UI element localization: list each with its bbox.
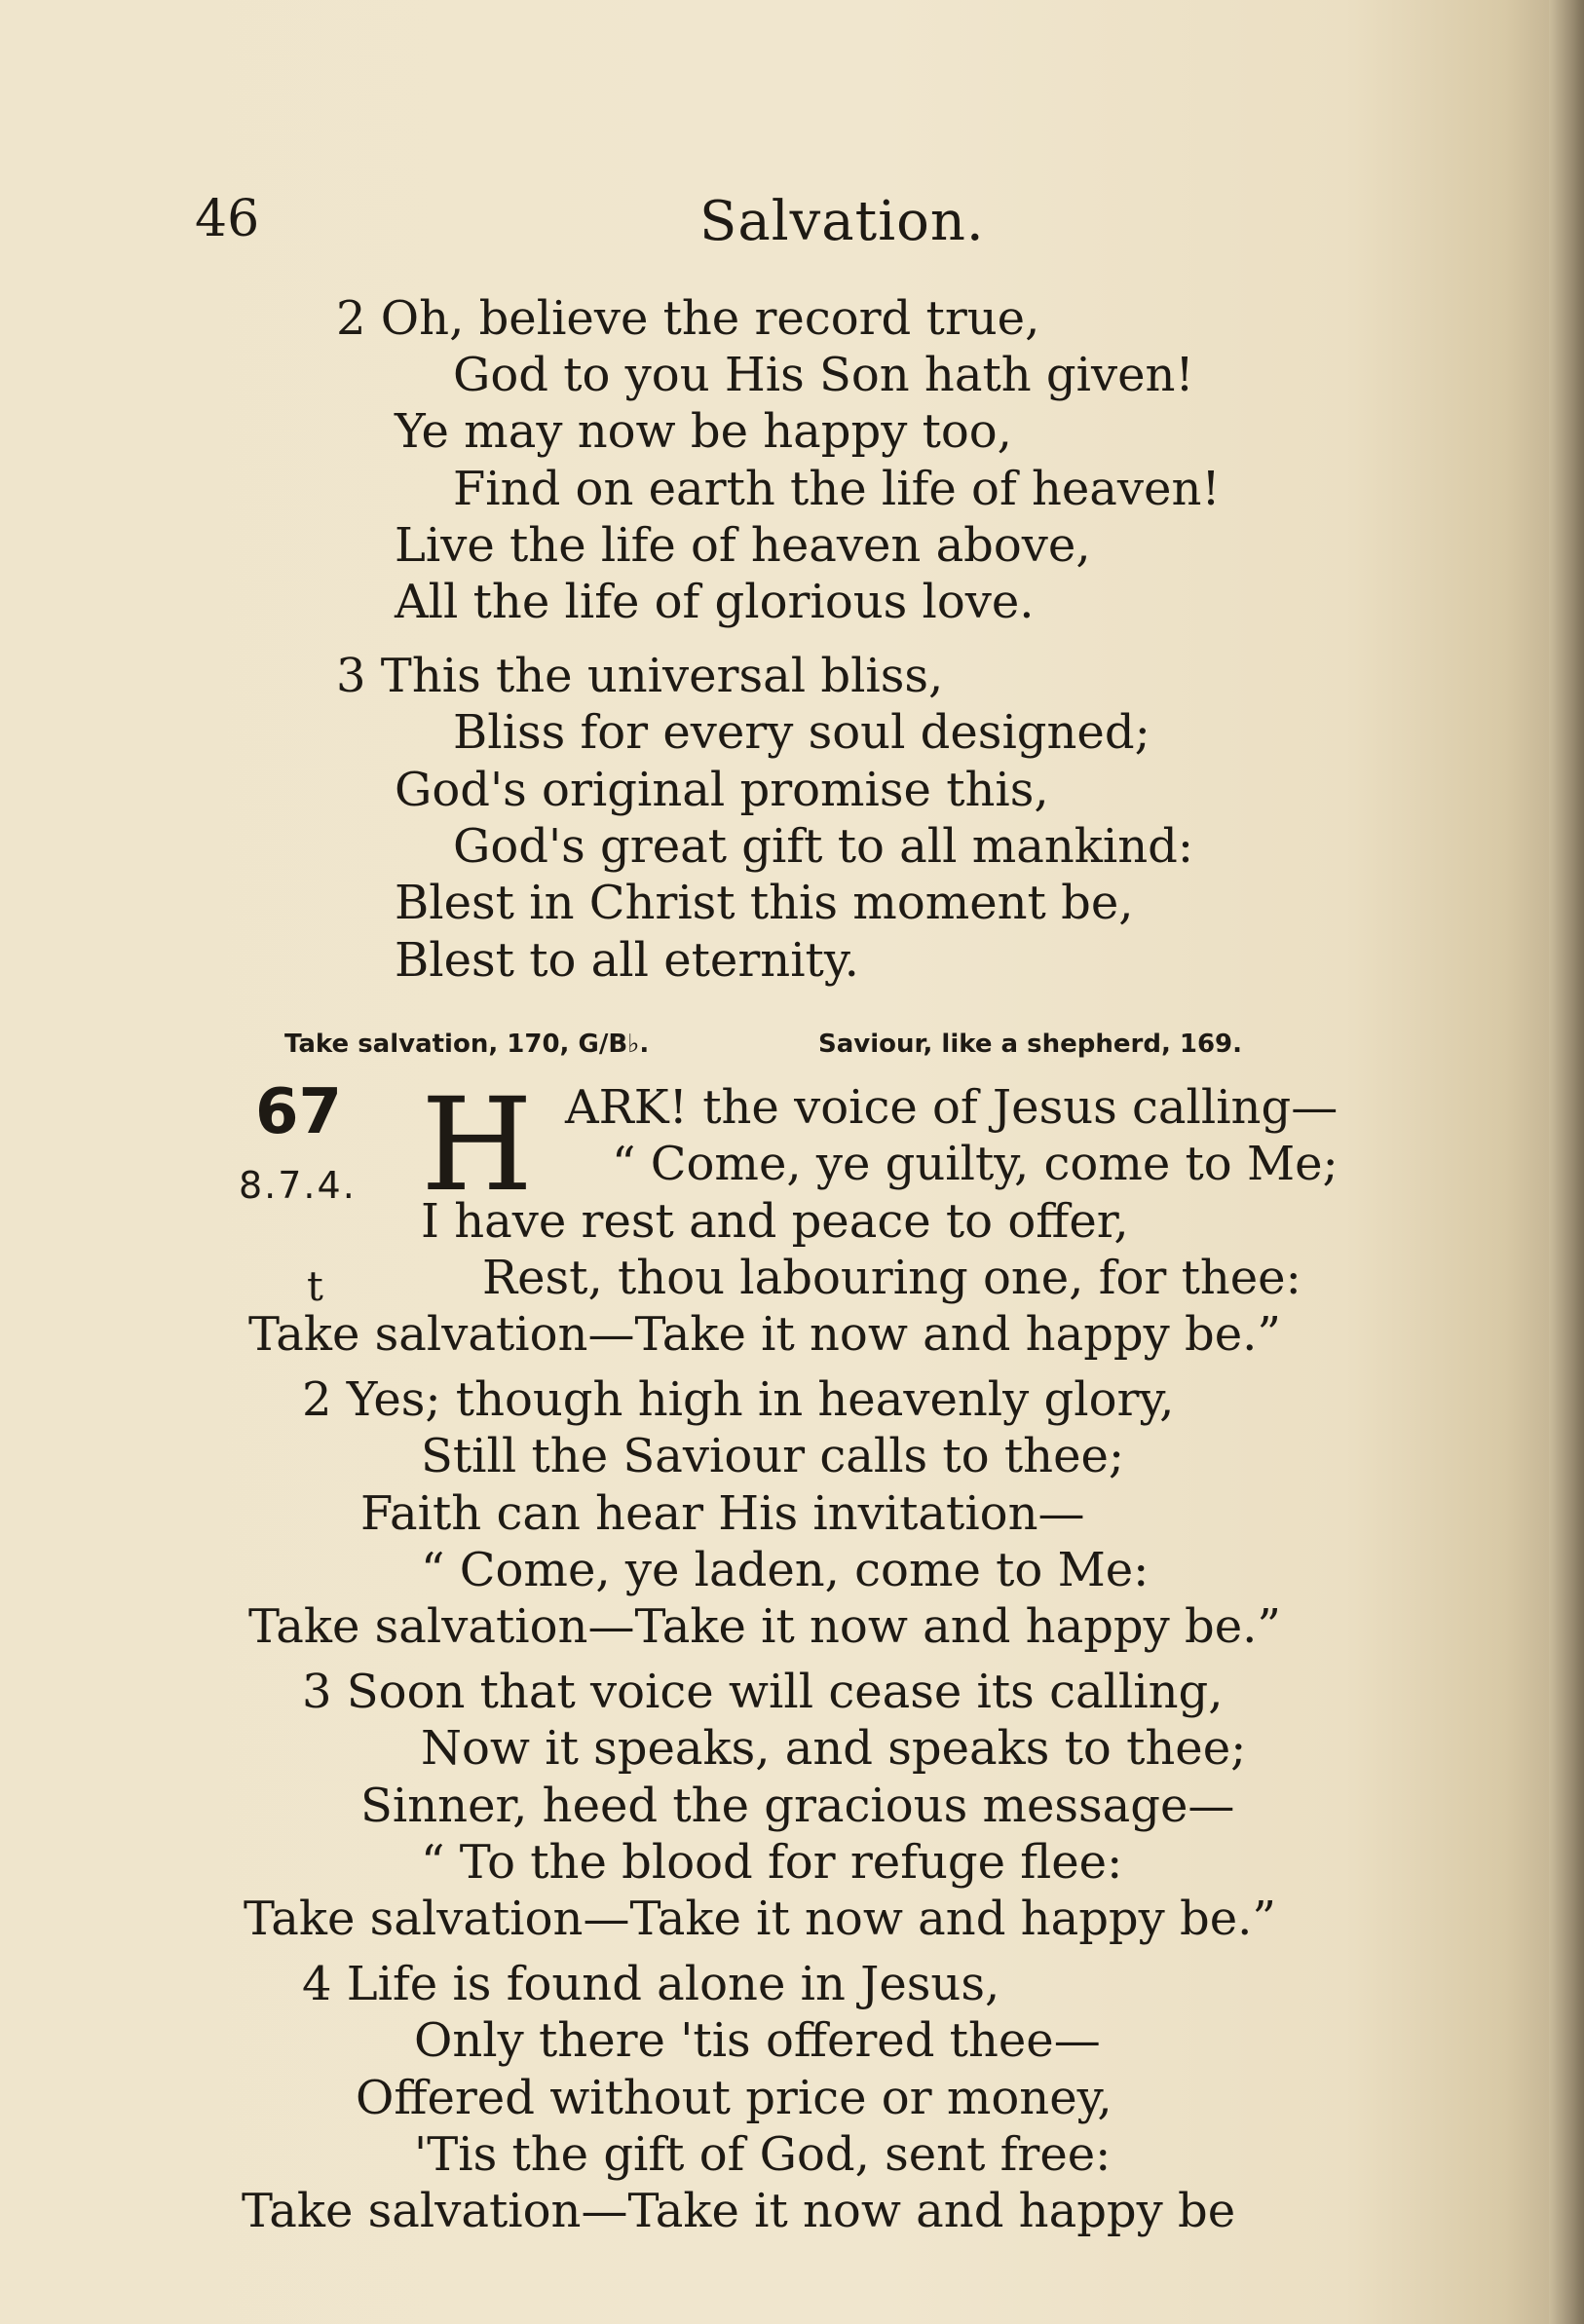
verse-line: “ Come, ye guilty, come to Me; <box>612 1137 1339 1191</box>
verse-line: 2 Yes; though high in heavenly glory, <box>302 1372 1175 1427</box>
verse-line: Offered without price or money, <box>356 2071 1113 2125</box>
verse-line: Ye may now be happy too, <box>395 404 1012 459</box>
verse-line: Blest in Christ this moment be, <box>395 876 1134 930</box>
verse-line: ARK! the voice of Jesus calling— <box>565 1080 1339 1135</box>
verse-line: Find on earth the life of heaven! <box>453 462 1221 516</box>
drop-cap: H <box>421 1070 534 1220</box>
verse-line: Faith can hear His invitation— <box>360 1486 1085 1541</box>
verse-line: Live the life of heaven above, <box>395 518 1091 573</box>
verse-line: Bliss for every soul designed; <box>453 705 1150 760</box>
verse-line: 2 Oh, believe the record true, <box>336 291 1040 346</box>
verse-line: 3 This the universal bliss, <box>336 649 944 703</box>
verse-line: God's original promise this, <box>395 763 1049 817</box>
verse-line: Now it speaks, and speaks to thee; <box>421 1721 1247 1776</box>
page-header <box>0 190 1584 258</box>
verse-line: God to you His Son hath given! <box>453 348 1194 402</box>
hymn-number: 67 <box>255 1076 343 1148</box>
verse-line: 3 Soon that voice will cease its calling, <box>302 1665 1224 1719</box>
hymn-meter: 8.7.4. <box>239 1164 357 1207</box>
verse-line: Take salvation—Take it now and happy be.” <box>248 1307 1281 1362</box>
verse-line: Take salvation—Take it now and happy be.” <box>244 1892 1276 1946</box>
verse-line: Rest, thou labouring one, for thee: <box>482 1251 1301 1305</box>
verse-line: 4 Life is found alone in Jesus, <box>302 1957 1000 2011</box>
verse-line: God's great gift to all mankind: <box>453 819 1194 874</box>
verse-line: “ Come, ye laden, come to Me: <box>421 1543 1150 1597</box>
verse-line: Still the Saviour calls to thee; <box>421 1429 1125 1483</box>
verse-line: Blest to all eternity. <box>395 933 859 988</box>
tune-reference: Take salvation, 170, G/B♭. <box>284 1030 650 1059</box>
verse-line: Take salvation—Take it now and happy be <box>242 2184 1236 2238</box>
page-edge <box>1549 0 1584 2324</box>
running-title: Salvation. <box>699 190 985 253</box>
verse-line: Sinner, heed the gracious message— <box>360 1779 1235 1833</box>
tune-reference: Saviour, like a shepherd, 169. <box>818 1030 1243 1059</box>
verse-line: I have rest and peace to offer, <box>421 1194 1129 1249</box>
verse-line: Take salvation—Take it now and happy be.” <box>248 1599 1281 1654</box>
verse-line: “ To the blood for refuge flee: <box>421 1835 1123 1890</box>
page-number: 46 <box>195 190 260 248</box>
tune-mark: t <box>307 1262 323 1310</box>
verse-line: All the life of glorious love. <box>395 575 1035 629</box>
verse-line: Only there 'tis offered thee— <box>414 2013 1101 2068</box>
verse-line: 'Tis the gift of God, sent free: <box>414 2127 1112 2182</box>
